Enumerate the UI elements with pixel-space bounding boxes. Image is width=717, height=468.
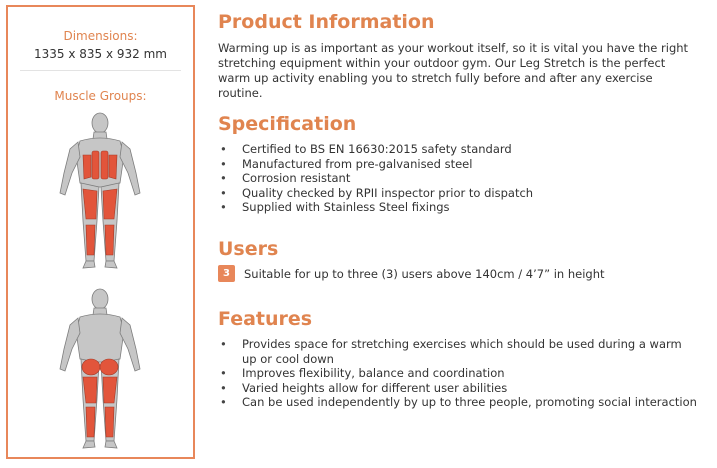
dimensions-label: Dimensions: xyxy=(63,29,138,43)
specs-sidebar xyxy=(6,5,195,459)
body-back-figure xyxy=(50,287,150,452)
feature-item: • Provides space for stretching exercises which should be used during a warm up or cool down xyxy=(218,337,698,366)
dimensions-value: 1335 x 835 x 932 mm xyxy=(33,47,167,61)
specification-heading: Specification xyxy=(218,113,357,135)
users-description: Suitable for up to three (3) users above 140cm / 4’7” in height xyxy=(244,267,605,281)
features-list xyxy=(218,337,698,410)
spec-item: • Quality checked by RPII inspector prior to dispatch xyxy=(218,186,688,201)
users-heading: Users xyxy=(218,238,279,260)
feature-item: • Varied heights allow for different user abilities xyxy=(218,381,698,396)
sidebar-divider xyxy=(20,70,181,71)
product-information-heading: Product Information xyxy=(218,11,435,33)
muscle-groups-label: Muscle Groups: xyxy=(54,89,147,103)
spec-item: • Corrosion resistant xyxy=(218,171,688,186)
feature-item: • Can be used independently by up to three people, promoting social interaction xyxy=(218,395,698,410)
spec-item: • Supplied with Stainless Steel fixings xyxy=(218,200,688,215)
specification-list xyxy=(218,142,688,215)
body-front-figure xyxy=(50,111,150,271)
spec-item: • Manufactured from pre-galvanised steel xyxy=(218,157,688,172)
feature-item: • Improves flexibility, balance and coordination xyxy=(218,366,698,381)
user-count-badge: 3 xyxy=(218,265,235,282)
product-information-paragraph: Warming up is as important as your workout itself, so it is vital you have the right stretching equipment within your outdoor gym. Our Leg Stretch is the perfect warm up activity enabling you to stretch fully before and after any exercise routine. xyxy=(218,41,689,100)
features-heading: Features xyxy=(218,308,313,330)
spec-item: • Certified to BS EN 16630:2015 safety standard xyxy=(218,142,688,157)
